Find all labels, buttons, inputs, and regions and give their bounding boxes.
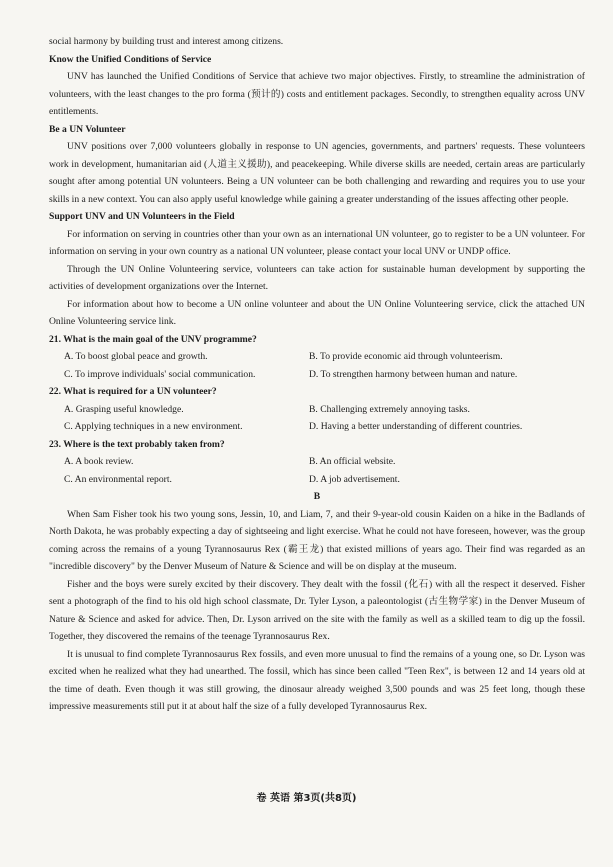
section1-text: UNV has launched the Unified Conditions of Service that achieve two major objectives. Firstly, to streamline the administration of volunteers, with the least changes to the pro forma (预计的) costs and entitlement packages. Secondly, to strengthen equality across UNV entitlements. (49, 71, 585, 117)
section3-paragraph: For information about how to become a UN online volunteer and about the UN Online Volunteering service, click the attached UN Online Volunteering service link. (49, 298, 585, 327)
option-d: D. A job advertisement. (309, 473, 400, 485)
option-b: B. An official website. (309, 456, 396, 467)
section3-paragraph: For information on serving in countries other than your own as an international UN volunteer, go to register to be a UN volunteer. For information on serving in your own country as a national UN volunteer, please contact your local UNV or UNDP office. (49, 228, 585, 257)
question-stem: 23. Where is the text probably taken from? (49, 438, 225, 450)
question-23 (49, 436, 585, 489)
question-stem: 21. What is the main goal of the UNV programme? (49, 333, 257, 345)
section3-heading: Support UNV and UN Volunteers in the Field (49, 211, 235, 222)
option-a: A. Grasping useful knowledge. (64, 403, 184, 415)
options-grid (49, 401, 585, 436)
section2-text: UNV positions over 7,000 volunteers globally in response to UN agencies, governments, and partners' requests. These volunteers work in development, humanitarian aid (人道主义援助), and peacekeeping. While diverse skills are needed, certain areas are particularly sought after among potential UN volunteers. Being a UN volunteer can be both challenging and rewarding and requires you to use your skills in a new context. You can also apply useful knowledge while gaining a greater understanding of the issues affecting other people. (49, 141, 585, 205)
passage-a-intro: social harmony by building trust and interest among citizens. (49, 36, 284, 47)
option-b: B. Challenging extremely annoying tasks. (309, 403, 470, 415)
page-footer: 卷 英语 第3页(共8页) (256, 793, 357, 804)
option-c: C. To improve individuals' social communication. (64, 368, 256, 380)
option-d: D. To strengthen harmony between human and nature. (309, 368, 518, 380)
section3-paragraph: Through the UN Online Volunteering service, volunteers can take action for sustainable human development by supporting the activities of development organizations over the Internet. (49, 263, 585, 292)
option-c: C. An environmental report. (64, 473, 172, 485)
option-a: A. To boost global peace and growth. (64, 351, 208, 362)
question-stem: 22. What is required for a UN volunteer? (49, 386, 217, 397)
passage-b-paragraph: It is unusual to find complete Tyrannosaurus Rex fossils, and even more unusual to find the remains of a young one, so Dr. Lyson was excited when he realized what they had unearthed. The fossil, which has since been called "Teen Rex", is between 12 and 14 years old at the time of death. Even though it was still growing, the dinosaur already weighed 3,500 pounds and was 25 feet long, though these impressive measurements still put it at about half the size of a fully developed Tyrannosaurus Rex. (49, 648, 585, 712)
options-grid (49, 453, 585, 488)
exam-page (49, 33, 585, 716)
option-c: C. Applying techniques in a new environment. (64, 421, 243, 432)
option-d: D. Having a better understanding of different countries. (309, 421, 523, 432)
section1-heading: Know the Unified Conditions of Service (49, 53, 212, 65)
question-21 (49, 331, 585, 384)
passage-b-paragraph: When Sam Fisher took his two young sons, Jessin, 10, and Liam, 7, and their 9-year-old cousin Kaiden on a hike in the Badlands of North Dakota, he was probably expecting a day of sightseeing and light exercise. What he could not have foreseen, however, was the group coming across the remains of a young Tyrannosaurus Rex (霸王龙) that existed millions of years ago. Their find was regarded as an "incredible discovery" by the Denver Museum of Nature & Science and will be on display at the museum. (49, 508, 585, 572)
question-22 (49, 383, 585, 436)
section2-heading: Be a UN Volunteer (49, 123, 126, 135)
passage-b-label: B (313, 491, 321, 502)
options-grid (49, 348, 585, 383)
option-b: B. To provide economic aid through volunteerism. (309, 351, 503, 362)
option-a: A. A book review. (64, 456, 134, 467)
passage-b-paragraph: Fisher and the boys were surely excited by their discovery. They dealt with the fossil (化石) with all the respect it deserved. Fisher sent a photograph of the find to his old high school classmate, Dr. Tyler Lyson, a paleontologist (古生物学家) in the Denver Museum of Nature & Science and asked for advice. Then, Dr. Lyson arrived on the site with the family as well as a skilled team to dig up the fossil. Together, they discovered the remains of the teenage Tyrannosaurus Rex. (49, 578, 585, 642)
